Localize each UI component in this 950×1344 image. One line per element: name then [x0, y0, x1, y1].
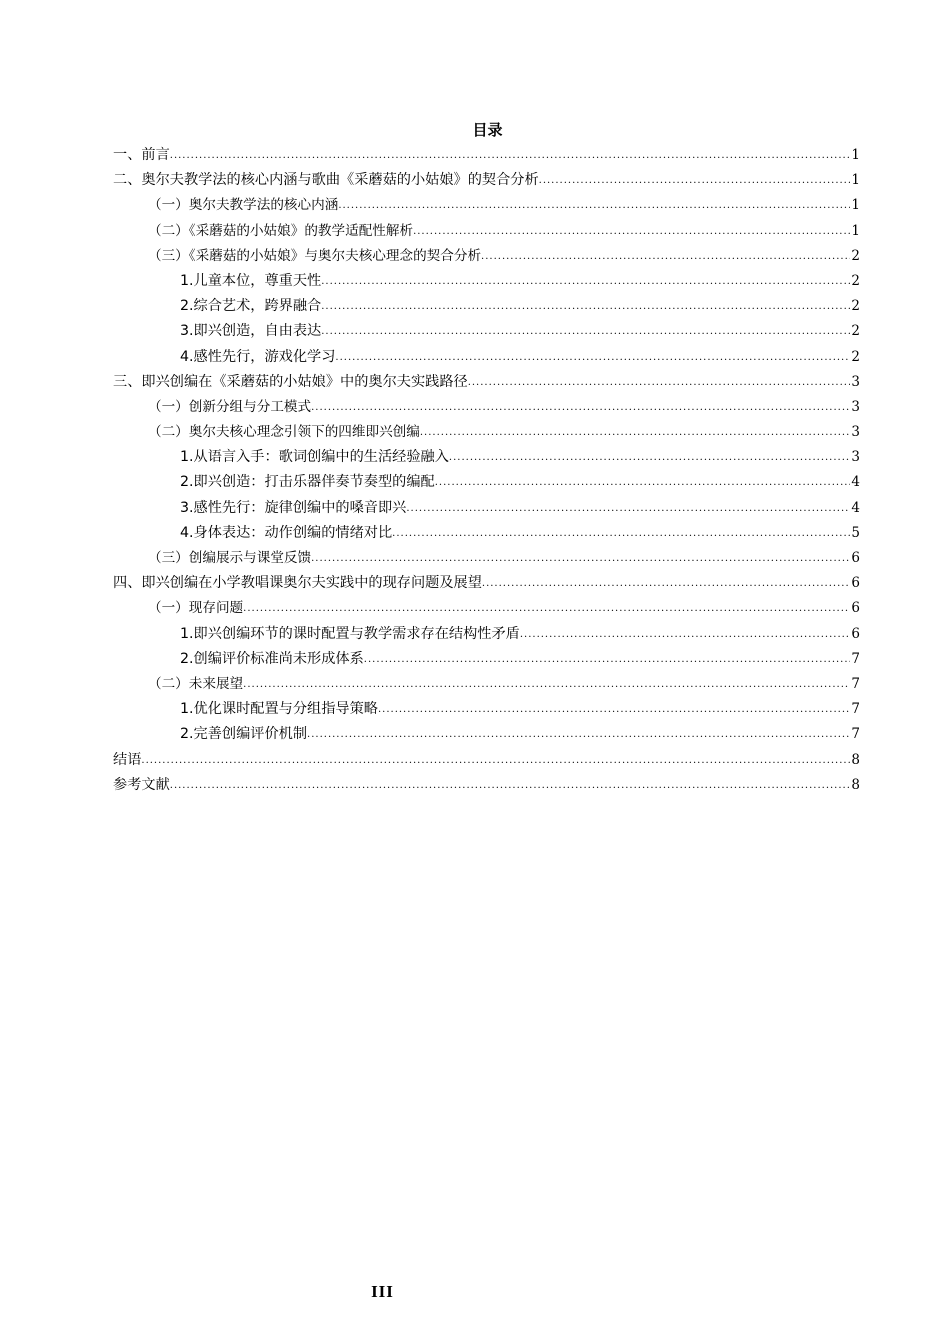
- dot-leader: [539, 176, 851, 186]
- dot-leader: [170, 151, 851, 161]
- toc-entry-page: 1: [851, 197, 860, 214]
- toc-entry-section-4[interactable]: [113, 571, 860, 596]
- toc-entry-section-3-2-4[interactable]: [113, 521, 860, 546]
- toc-entry-page: 1: [851, 222, 860, 239]
- toc-entry-section-2-3-3[interactable]: [113, 319, 860, 344]
- toc-entry-label: （一）现存问题: [148, 600, 244, 617]
- toc-entry-page: 3: [851, 373, 860, 390]
- toc-entry-page: 6: [851, 550, 860, 566]
- toc-entry-section-2[interactable]: [113, 168, 860, 193]
- toc-entry-label: 4.感性先行，游戏化学习: [180, 348, 336, 365]
- toc-entry-page: 2: [851, 323, 860, 340]
- toc-entry-page: 2: [851, 272, 860, 289]
- toc-entry-page: 3: [851, 398, 860, 415]
- toc-entry-label: 2.即兴创造：打击乐器伴奏节奏型的编配: [180, 474, 435, 491]
- dot-leader: [170, 781, 851, 791]
- toc-entry-label: 三、即兴创编在《采蘑菇的小姑娘》中的奥尔夫实践路径: [113, 373, 468, 390]
- toc-entry-label: 一、前言: [113, 147, 170, 163]
- toc-entry-page: 6: [851, 575, 860, 592]
- toc-entry-page: 7: [851, 650, 860, 667]
- toc-entry-label: 3.即兴创造，自由表达: [180, 323, 322, 340]
- toc-entry-label: 参考文献: [113, 776, 170, 793]
- toc-entry-label: 1.优化课时配置与分组指导策略: [180, 701, 378, 718]
- toc-entry-page: 7: [851, 726, 860, 743]
- toc-entry-label: （三）创编展示与课堂反馈: [148, 550, 312, 566]
- toc-entry-label: （二）未来展望: [148, 675, 244, 692]
- toc-entry-page: 5: [851, 524, 860, 541]
- toc-entry-section-4-1-1[interactable]: [113, 622, 860, 647]
- dot-leader: [141, 756, 850, 766]
- toc-entry-label: 1.即兴创编环节的课时配置与教学需求存在结构性矛盾: [180, 625, 520, 642]
- toc-entry-conclusion[interactable]: [113, 748, 860, 773]
- toc-title: 目录: [472, 121, 503, 139]
- toc-entry-label: 1.儿童本位，尊重天性: [180, 272, 322, 289]
- toc-entry-section-3[interactable]: [113, 370, 860, 395]
- toc-entry-label: 四、即兴创编在小学教唱课奥尔夫实践中的现存问题及展望: [113, 575, 482, 592]
- toc-entry-label: 4.身体表达：动作创编的情绪对比: [180, 524, 393, 541]
- toc-entry-section-3-2-3[interactable]: [113, 496, 860, 521]
- toc-entry-page: 1: [851, 147, 860, 163]
- toc-entry-section-3-2-1[interactable]: [113, 445, 860, 470]
- dot-leader: [335, 353, 850, 363]
- dot-leader: [321, 327, 850, 337]
- dot-leader: [468, 378, 851, 388]
- dot-leader: [420, 428, 851, 438]
- toc-entry-label: 3.感性先行：旋律创编中的嗓音即兴: [180, 499, 407, 516]
- toc-entry-page: 4: [851, 474, 860, 491]
- toc-entry-section-4-1-2[interactable]: [113, 647, 860, 672]
- dot-leader: [481, 252, 850, 262]
- toc-entry-references[interactable]: [113, 773, 860, 798]
- toc-entry-label: （一）奥尔夫教学法的核心内涵: [148, 197, 339, 214]
- dot-leader: [378, 705, 850, 715]
- dot-leader: [321, 302, 850, 312]
- toc-entry-page: 2: [851, 247, 860, 264]
- toc-entry-page: 8: [851, 751, 860, 768]
- toc-entry-label: 结语: [113, 751, 142, 768]
- toc-entry-page: 1: [851, 172, 860, 189]
- toc-entry-page: 8: [851, 776, 860, 793]
- toc-entry-page: 7: [851, 675, 860, 692]
- toc-entry-label: （一）创新分组与分工模式: [148, 398, 312, 415]
- toc-entry-section-2-3-4[interactable]: [113, 345, 860, 370]
- toc-entry-section-3-1[interactable]: [113, 395, 860, 420]
- toc-entry-page: 2: [851, 348, 860, 365]
- table-of-contents: [113, 143, 860, 798]
- toc-entry-section-2-2[interactable]: [113, 219, 860, 244]
- toc-entry-section-3-2-2[interactable]: [113, 470, 860, 495]
- toc-entry-label: 二、奥尔夫教学法的核心内涵与歌曲《采蘑菇的小姑娘》的契合分析: [113, 172, 539, 189]
- dot-leader: [338, 201, 850, 211]
- dot-leader: [364, 655, 851, 665]
- toc-entry-page: 3: [851, 449, 860, 466]
- toc-entry-preface[interactable]: [113, 143, 860, 168]
- toc-entry-section-2-3-2[interactable]: [113, 294, 860, 319]
- dot-leader: [435, 478, 851, 488]
- toc-entry-section-4-2[interactable]: [113, 672, 860, 697]
- dot-leader: [307, 730, 850, 740]
- toc-entry-page: 3: [851, 424, 860, 441]
- toc-entry-label: 1.从语言入手：歌词创编中的生活经验融入: [180, 449, 449, 466]
- toc-entry-label: 2.综合艺术，跨界融合: [180, 298, 322, 315]
- toc-entry-label: （三）《采蘑菇的小姑娘》与奥尔夫核心理念的契合分析: [148, 247, 482, 264]
- dot-leader: [449, 453, 850, 463]
- page-number: III: [371, 1282, 394, 1301]
- toc-entry-section-3-3[interactable]: [113, 546, 860, 571]
- dot-leader: [482, 579, 851, 589]
- dot-leader: [406, 504, 850, 514]
- dot-leader: [392, 529, 850, 539]
- dot-leader: [311, 403, 850, 413]
- toc-entry-section-4-2-2[interactable]: [113, 722, 860, 747]
- toc-entry-page: 6: [851, 600, 860, 617]
- dot-leader: [243, 604, 850, 614]
- toc-entry-label: （二）奥尔夫核心理念引领下的四维即兴创编: [148, 424, 420, 441]
- toc-entry-page: 7: [851, 701, 860, 718]
- toc-entry-page: 2: [851, 298, 860, 315]
- dot-leader: [321, 277, 850, 287]
- toc-entry-page: 4: [851, 499, 860, 516]
- toc-entry-section-2-1[interactable]: [113, 193, 860, 218]
- dot-leader: [520, 630, 851, 640]
- dot-leader: [413, 227, 850, 237]
- toc-entry-label: 2.创编评价标准尚未形成体系: [180, 650, 364, 667]
- toc-entry-label: （二）《采蘑菇的小姑娘》的教学适配性解析: [148, 222, 414, 239]
- toc-entry-section-2-3[interactable]: [113, 244, 860, 269]
- toc-entry-page: 6: [851, 625, 860, 642]
- toc-entry-section-4-1[interactable]: [113, 596, 860, 621]
- toc-entry-section-2-3-1[interactable]: [113, 269, 860, 294]
- dot-leader: [243, 680, 850, 690]
- toc-entry-section-4-2-1[interactable]: [113, 697, 860, 722]
- toc-entry-section-3-2[interactable]: [113, 420, 860, 445]
- dot-leader: [311, 554, 850, 564]
- toc-entry-label: 2.完善创编评价机制: [180, 726, 308, 743]
